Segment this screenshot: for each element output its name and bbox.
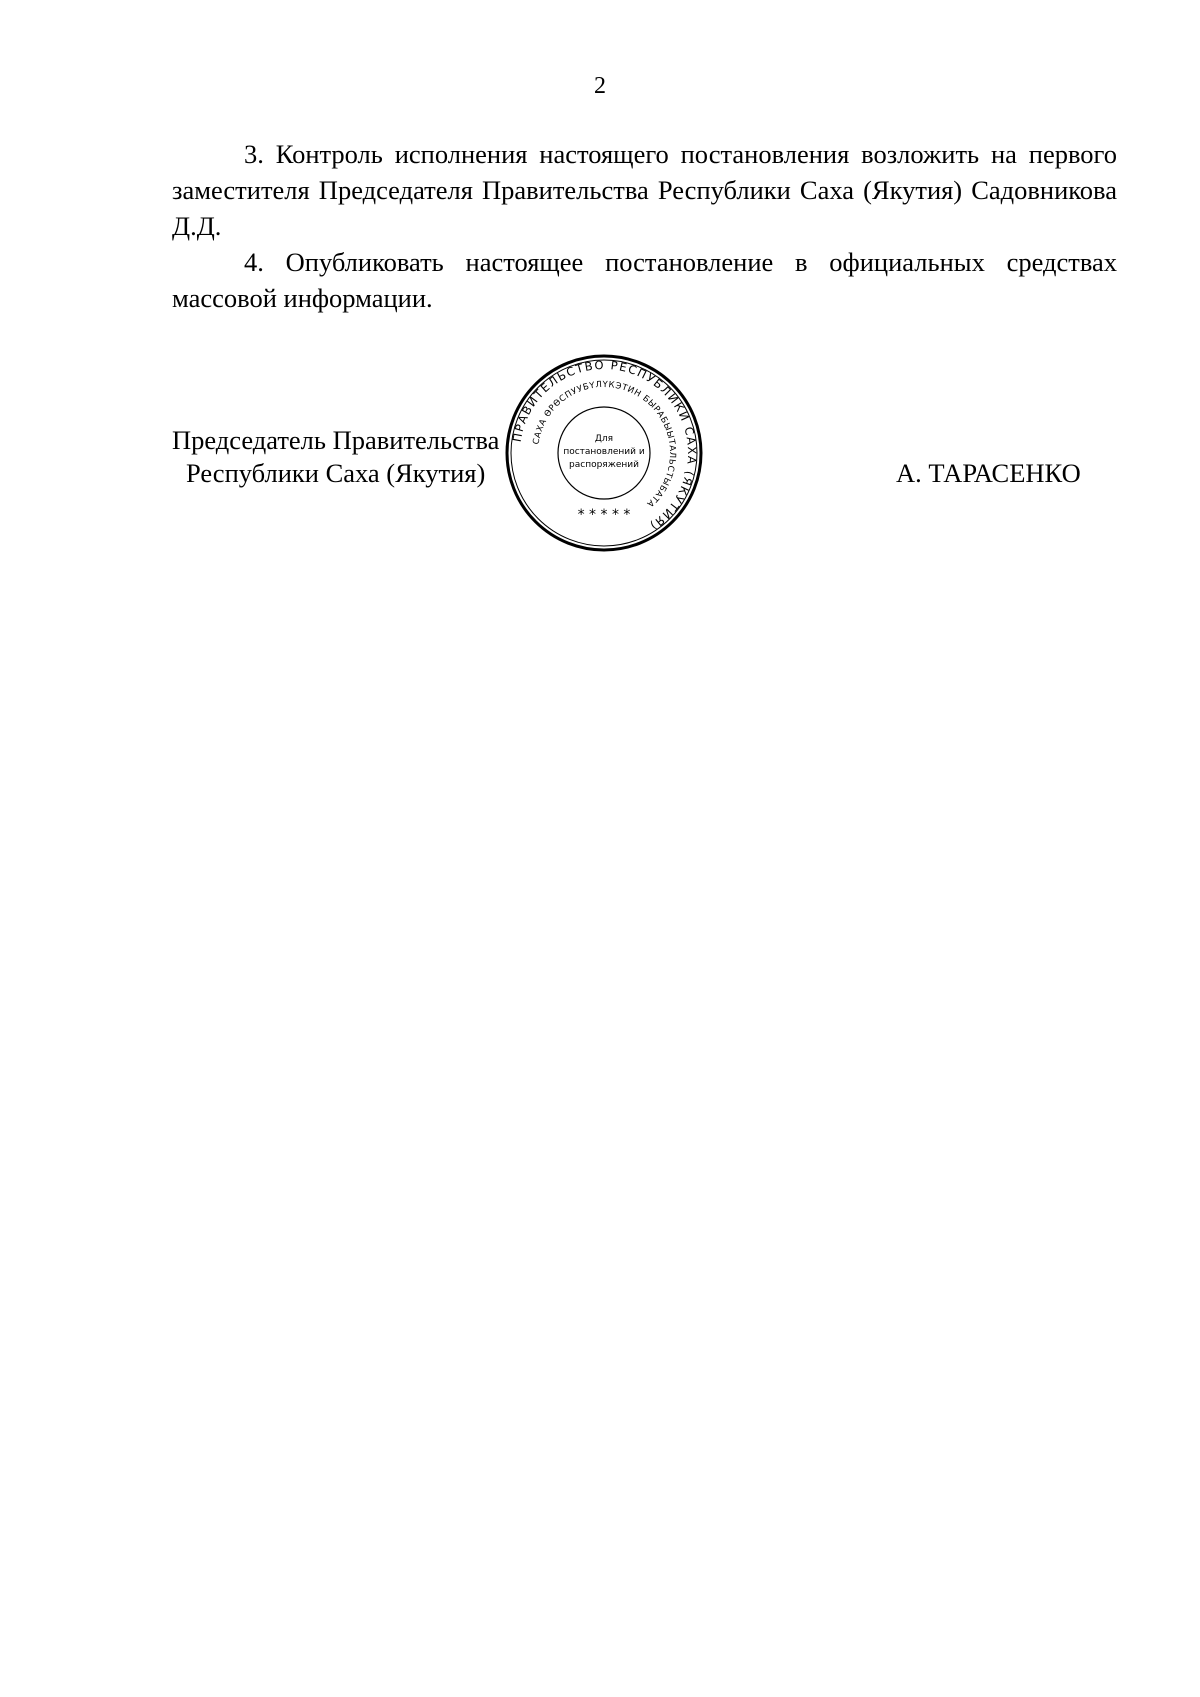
paragraph-4-publish: 4. Опубликовать настоящее постановление в официальных средствах массовой информации. — [172, 247, 1117, 313]
paragraph-3-control: 3. Контроль исполнения настоящего постановления возложить на первого заместителя Председателя Правительства Республики Саха (Якутия) Садовникова Д.Д. — [172, 139, 1117, 241]
signatory-name: А. ТАРАСЕНКО — [896, 458, 1081, 488]
signatory-title-line2: Республики Саха (Якутия) — [186, 458, 486, 488]
seal-stars: * * * * * — [577, 507, 631, 523]
seal-center-line2: постановлений и — [563, 447, 645, 457]
seal-outer-text: ПРАВИТЕЛЬСТВО РЕСПУБЛИКИ САХА (ЯКУТИЯ) — [509, 357, 700, 534]
page-number: 2 — [594, 73, 606, 99]
signatory-title — [172, 424, 499, 490]
seal-center-line1: Для — [594, 434, 614, 444]
official-seal — [504, 353, 704, 553]
signatory-title-line1: Председатель Правительства — [172, 425, 500, 455]
document-body — [172, 136, 1117, 316]
seal-center-line3: распоряжений — [569, 460, 639, 470]
seal-inner-text: САХА ӨРӨСПУУБҮЛҮКЭТИН БЫРАБЫЫТАЛЬСТЫБАТА — [531, 379, 678, 509]
seal-graphic — [504, 353, 704, 553]
